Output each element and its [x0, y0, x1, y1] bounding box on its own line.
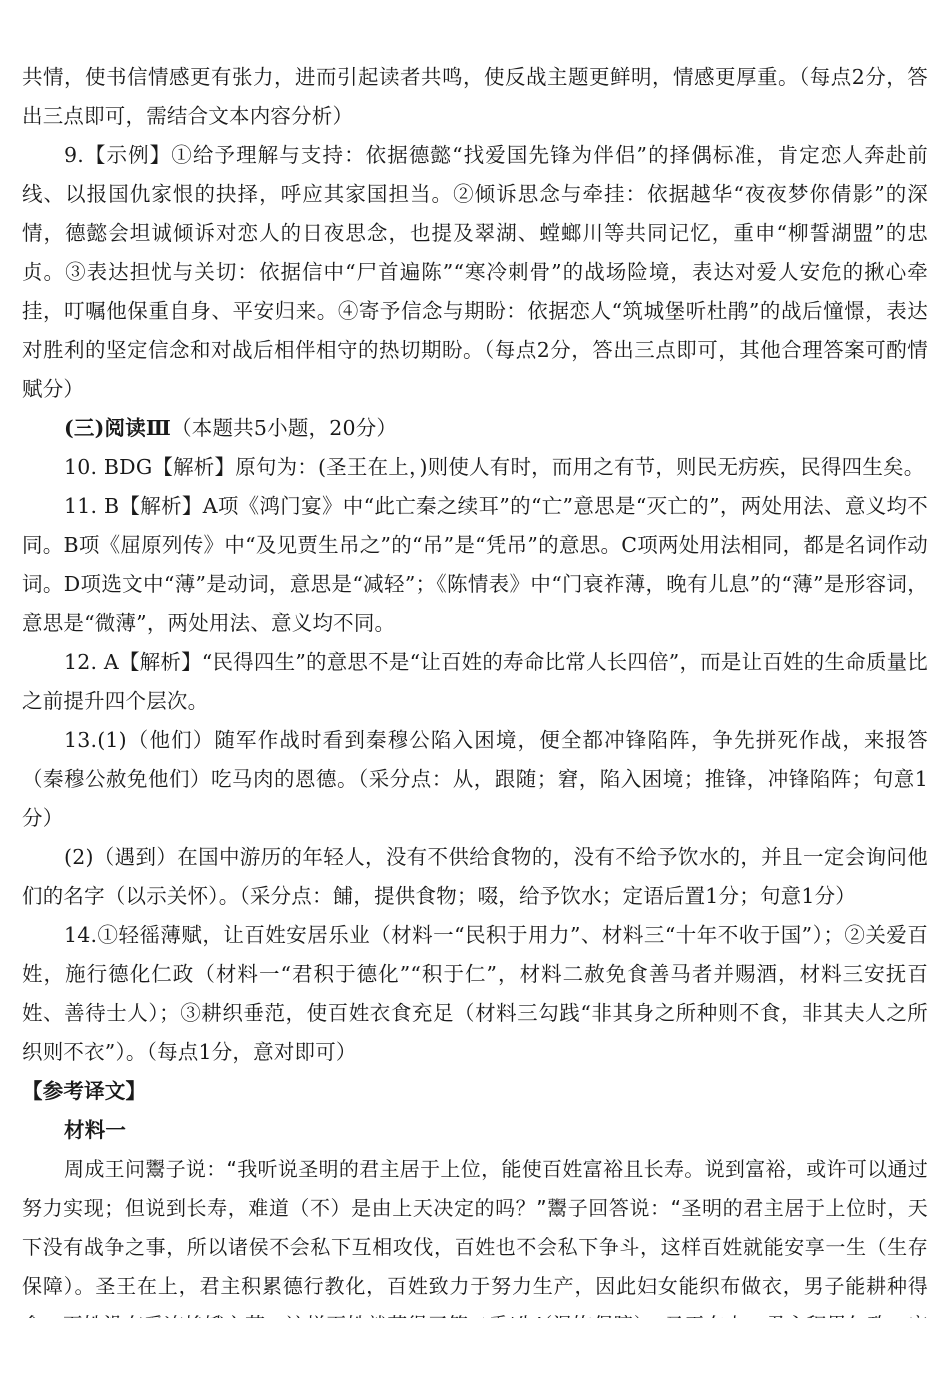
page-bottom-cutoff: [0, 1318, 950, 1398]
section-title: (三)阅读Ⅲ: [64, 416, 172, 440]
answer-11: 11. B【解析】A项《鸿门宴》中“此亡秦之续耳”的“亡”意思是“灭亡的”，两处用法、意义均不同。B项《屈原列传》中“及见贾生吊之”的“吊”是“凭吊”的意思。C项两处用法相同，都是名词作动词。D项选文中“薄”是动词，意思是“减轻”；《陈情表》中“门衰祚薄，晚有儿息”的“薄”是形容词，意思是“微薄”，两处用法、意义均不同。: [22, 494, 928, 635]
material-1-title: 材料一: [64, 1118, 127, 1142]
answer-text-block: [22, 58, 928, 1384]
answer-12: 12. A【解析】“民得四生”的意思不是“让百姓的寿命比常人长四倍”，而是让百姓的生命质量比之前提升四个层次。: [22, 650, 928, 713]
answer-13-part-2: (2)（遇到）在国中游历的年轻人，没有不供给食物的，没有不给予饮水的，并且一定会询问他们的名字（以示关怀）。（采分点：餔，提供食物；啜，给予饮水；定语后置1分；句意1分）: [22, 845, 928, 908]
answer-14: 14.①轻徭薄赋，让百姓安居乐业（材料一“民积于用力”、材料三“十年不收于国”）；②关爱百姓，施行德化仁政（材料一“君积于德化”“积于仁”，材料二赦免食善马者并赐酒，材料三安抚百姓、善待士人）；③耕织垂范，使百姓衣食充足（材料三勾践“非其身之所种则不食，非其夫人之所织则不衣”）。（每点1分，意对即可）: [22, 923, 928, 1064]
answer-10: 10. BDG【解析】原句为：(圣王在上，)则使人有时，而用之有节，则民无疠疾，民得四生矣。: [64, 455, 925, 479]
section-note: （本题共5小题，20分）: [171, 416, 398, 440]
answer-9: 9.【示例】①给予理解与支持：依据德懿“找爱国先锋为伴侣”的择偶标准，肯定恋人奔赴前线、以报国仇家恨的抉择，呼应其家国担当。②倾诉思念与牵挂：依据越华“夜夜梦你倩影”的深情，德懿会坦诚倾诉对恋人的日夜思念，也提及翠湖、螳螂川等共同记忆，重申“柳誓湖盟”的忠贞。③表达担忧与关切：依据信中“尸首遍陈”“寒冷刺骨”的战场险境，表达对爱人安危的揪心牵挂，叮嘱他保重自身、平安归来。④寄予信念与期盼：依据恋人“筑城堡听杜鹃”的战后憧憬，表达对胜利的坚定信念和对战后相伴相守的热切期盼。（每点2分，答出三点即可，其他合理答案可酌情赋分）: [22, 143, 928, 401]
section-heading-reading-3: [22, 409, 928, 448]
paragraph-8-continuation: 共情，使书信情感更有张力，进而引起读者共鸣，使反战主题更鲜明，情感更厚重。（每点2分，答出三点即可，需结合文本内容分析）: [22, 65, 928, 128]
reference-translation-title: 【参考译文】: [22, 1079, 147, 1103]
answer-13-part-1: 13.(1)（他们）随军作战时看到秦穆公陷入困境，便全都冲锋陷阵，争先拼死作战，来报答（秦穆公赦免他们）吃马肉的恩德。（采分点：从，跟随；窘，陷入困境；推锋，冲锋陷阵；句意1分）: [22, 728, 928, 830]
material-1-translation: 周成王问鬻子说：“我听说圣明的君主居于上位，能使百姓富裕且长寿。说到富裕，或许可以通过努力实现；但说到长寿，难道（不）是由上天决定的吗？”鬻子回答说：“圣明的君主居于上位时，天下没有战争之事，所以诸侯不会私下互相攻伐，百姓也不会私下争斗，这样百姓就能安享一生（生存保障）。圣王在上，君主积累德行教化，百姓致力于努力生产，因此妇女能织布做衣，男子能耕种得: [22, 1157, 928, 1298]
